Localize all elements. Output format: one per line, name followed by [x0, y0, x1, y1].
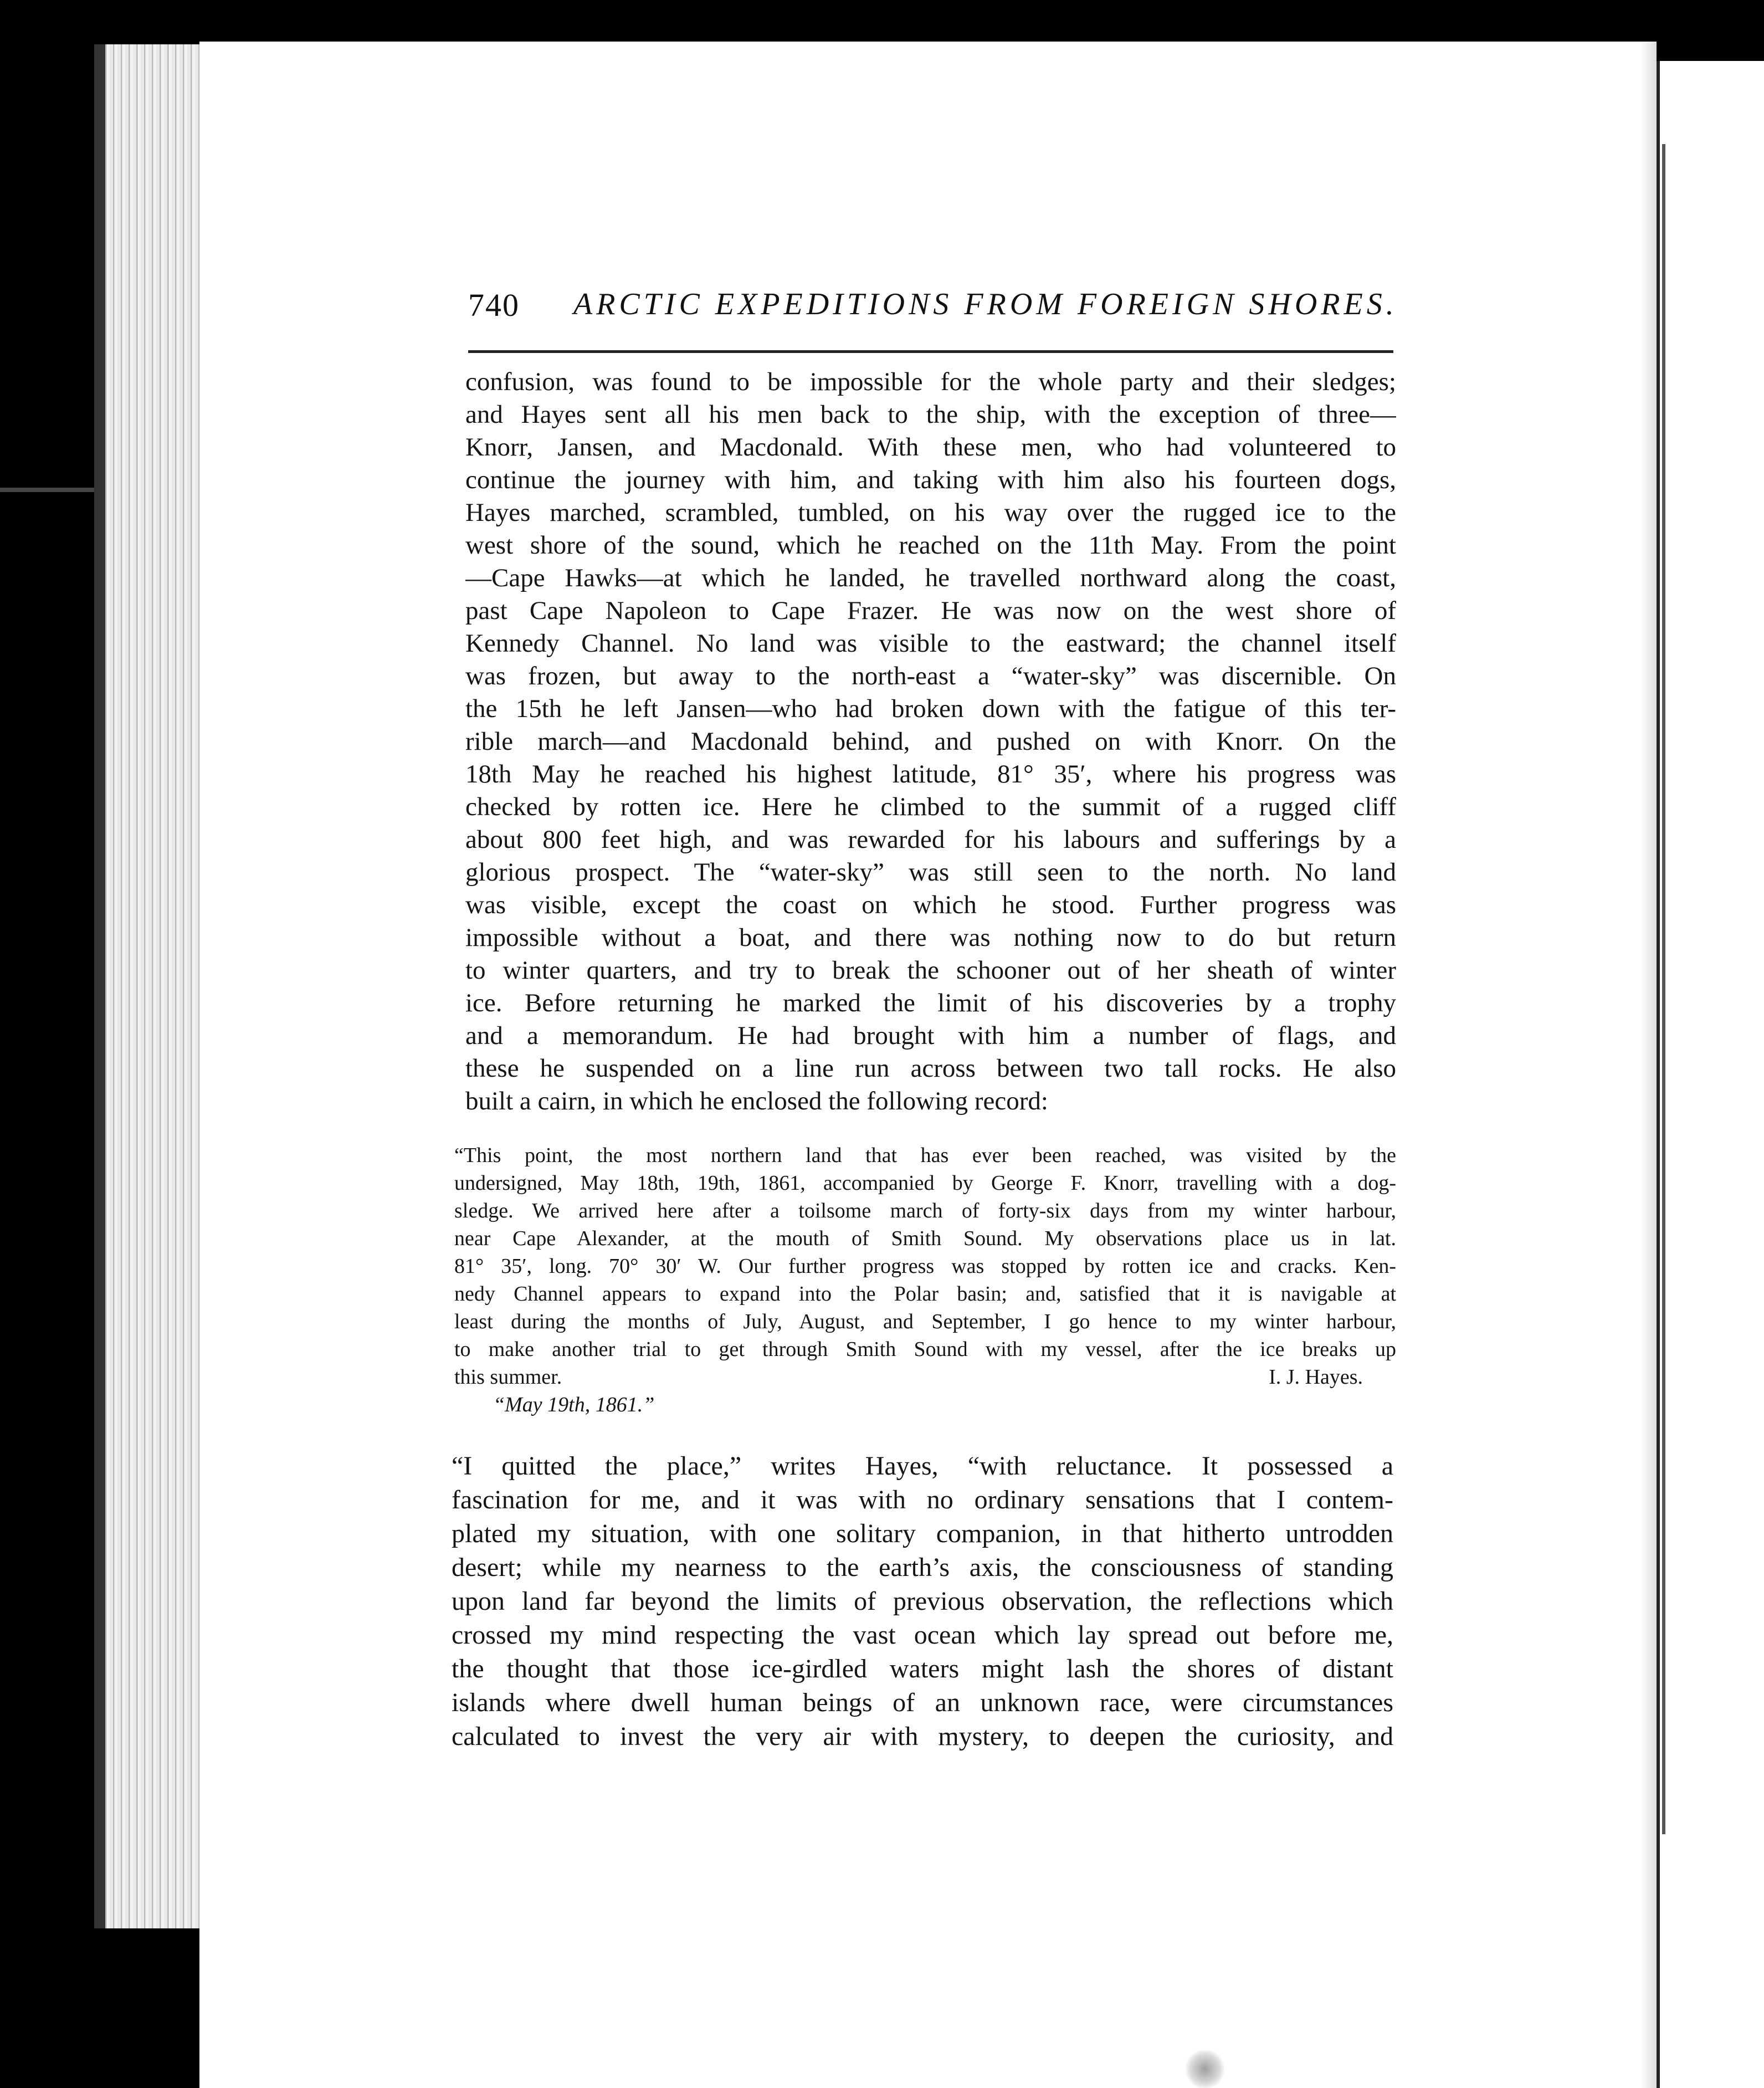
text-line: past Cape Napoleon to Cape Frazer. He was now on the west shore of	[465, 596, 1396, 625]
text-line: rible march—and Macdonald behind, and pushed on with Knorr. On the	[465, 727, 1396, 756]
page-stack-edge	[94, 44, 211, 1928]
text-line: built a cairn, in which he enclosed the following record:	[465, 1087, 1048, 1115]
quote-date: “May 19th, 1861.”	[493, 1393, 655, 1416]
body-paragraph-2	[452, 1449, 1393, 1753]
text-line: 18th May he reached his highest latitude, 81° 35′, where his progress was	[465, 760, 1396, 789]
text-line: calculated to invest the very air with mystery, to deepen the curiosity, and	[452, 1722, 1393, 1751]
page-number: 740	[468, 287, 520, 323]
text-line: these he suspended on a line run across between two tall rocks. He also	[465, 1054, 1396, 1083]
text-line: desert; while my nearness to the earth’s axis, the consciousness of standing	[452, 1553, 1393, 1582]
quote-last-line: this summer.	[454, 1365, 562, 1389]
text-line: and a memorandum. He had brought with him a number of flags, and	[465, 1021, 1396, 1050]
text-line: Kennedy Channel. No land was visible to the eastward; the channel itself	[465, 629, 1396, 658]
body-paragraph-1	[465, 366, 1396, 1118]
text-line: Knorr, Jansen, and Macdonald. With these men, who had volunteered to	[465, 433, 1396, 462]
quote-line: nedy Channel appears to expand into the Polar basin; and, satisfied that it is navigable at	[454, 1282, 1396, 1306]
text-line: impossible without a boat, and there was nothing now to do but return	[465, 923, 1396, 952]
text-line: “I quitted the place,” writes Hayes, “with reluctance. It possessed a	[452, 1451, 1393, 1481]
header-rule	[468, 350, 1393, 353]
text-line: confusion, was found to be impossible for the whole party and their sledges;	[465, 367, 1396, 396]
text-line: the 15th he left Jansen—who had broken down with the fatigue of this ter-	[465, 694, 1396, 723]
facing-page-edge	[1657, 61, 1764, 2088]
text-line: to winter quarters, and try to break the schooner out of her sheath of winter	[465, 956, 1396, 985]
text-line: was frozen, but away to the north-east a “water-sky” was discernible. On	[465, 662, 1396, 690]
text-line: checked by rotten ice. Here he climbed to the summit of a rugged cliff	[465, 792, 1396, 821]
text-line: ice. Before returning he marked the limit of his discoveries by a trophy	[465, 989, 1396, 1017]
quote-line: 81° 35′, long. 70° 30′ W. Our further progress was stopped by rotten ice and cracks. Ken-	[454, 1255, 1396, 1278]
quote-line: “This point, the most northern land that has ever been reached, was visited by the	[454, 1144, 1396, 1167]
text-line: —Cape Hawks—at which he landed, he travelled northward along the coast,	[465, 564, 1396, 592]
text-line: upon land far beyond the limits of previous observation, the reflections which	[452, 1587, 1393, 1616]
text-line: crossed my mind respecting the vast ocean which lay spread out before me,	[452, 1620, 1393, 1650]
text-line: glorious prospect. The “water-sky” was still seen to the north. No land	[465, 858, 1396, 887]
text-line: the thought that those ice-girdled waters might lash the shores of distant	[452, 1654, 1393, 1683]
text-line: Hayes marched, scrambled, tumbled, on his way over the rugged ice to the	[465, 498, 1396, 527]
quote-signature: I. J. Hayes.	[1269, 1365, 1363, 1389]
book-spine-shadow	[94, 44, 105, 1928]
text-line: islands where dwell human beings of an unknown race, were circumstances	[452, 1688, 1393, 1717]
text-line: fascination for me, and it was with no ordinary sensations that I contem-	[452, 1485, 1393, 1514]
running-head	[468, 280, 1398, 330]
text-line: about 800 feet high, and was rewarded for his labours and sufferings by a	[465, 825, 1396, 854]
quote-line: near Cape Alexander, at the mouth of Smith Sound. My observations place us in lat.	[454, 1227, 1396, 1250]
quote-closing-line	[454, 1363, 1396, 1391]
running-title: ARCTIC EXPEDITIONS FROM FOREIGN SHORES.	[573, 287, 1398, 321]
text-line: plated my situation, with one solitary companion, in that hitherto untrodden	[452, 1519, 1393, 1548]
text-line: and Hayes sent all his men back to the ship, with the exception of three—	[465, 400, 1396, 429]
text-line: was visible, except the coast on which he stood. Further progress was	[465, 891, 1396, 919]
text-line: west shore of the sound, which he reached on the 11th May. From the point	[465, 531, 1396, 560]
scan-smudge	[1186, 2050, 1224, 2088]
facing-page-binding-line	[1662, 144, 1665, 1834]
quote-line: to make another trial to get through Smith Sound with my vessel, after the ice breaks up	[454, 1338, 1396, 1361]
gutter-shadow	[1640, 42, 1657, 2088]
quote-line: sledge. We arrived here after a toilsome march of forty-six days from my winter harbour,	[454, 1199, 1396, 1222]
text-line: continue the journey with him, and taking with him also his fourteen dogs,	[465, 465, 1396, 494]
quote-line: undersigned, May 18th, 19th, 1861, accompanied by George F. Knorr, travelling with a dog-	[454, 1171, 1396, 1195]
quoted-record	[454, 1142, 1396, 1419]
quote-line: least during the months of July, August, and September, I go hence to my winter harbour,	[454, 1310, 1396, 1333]
